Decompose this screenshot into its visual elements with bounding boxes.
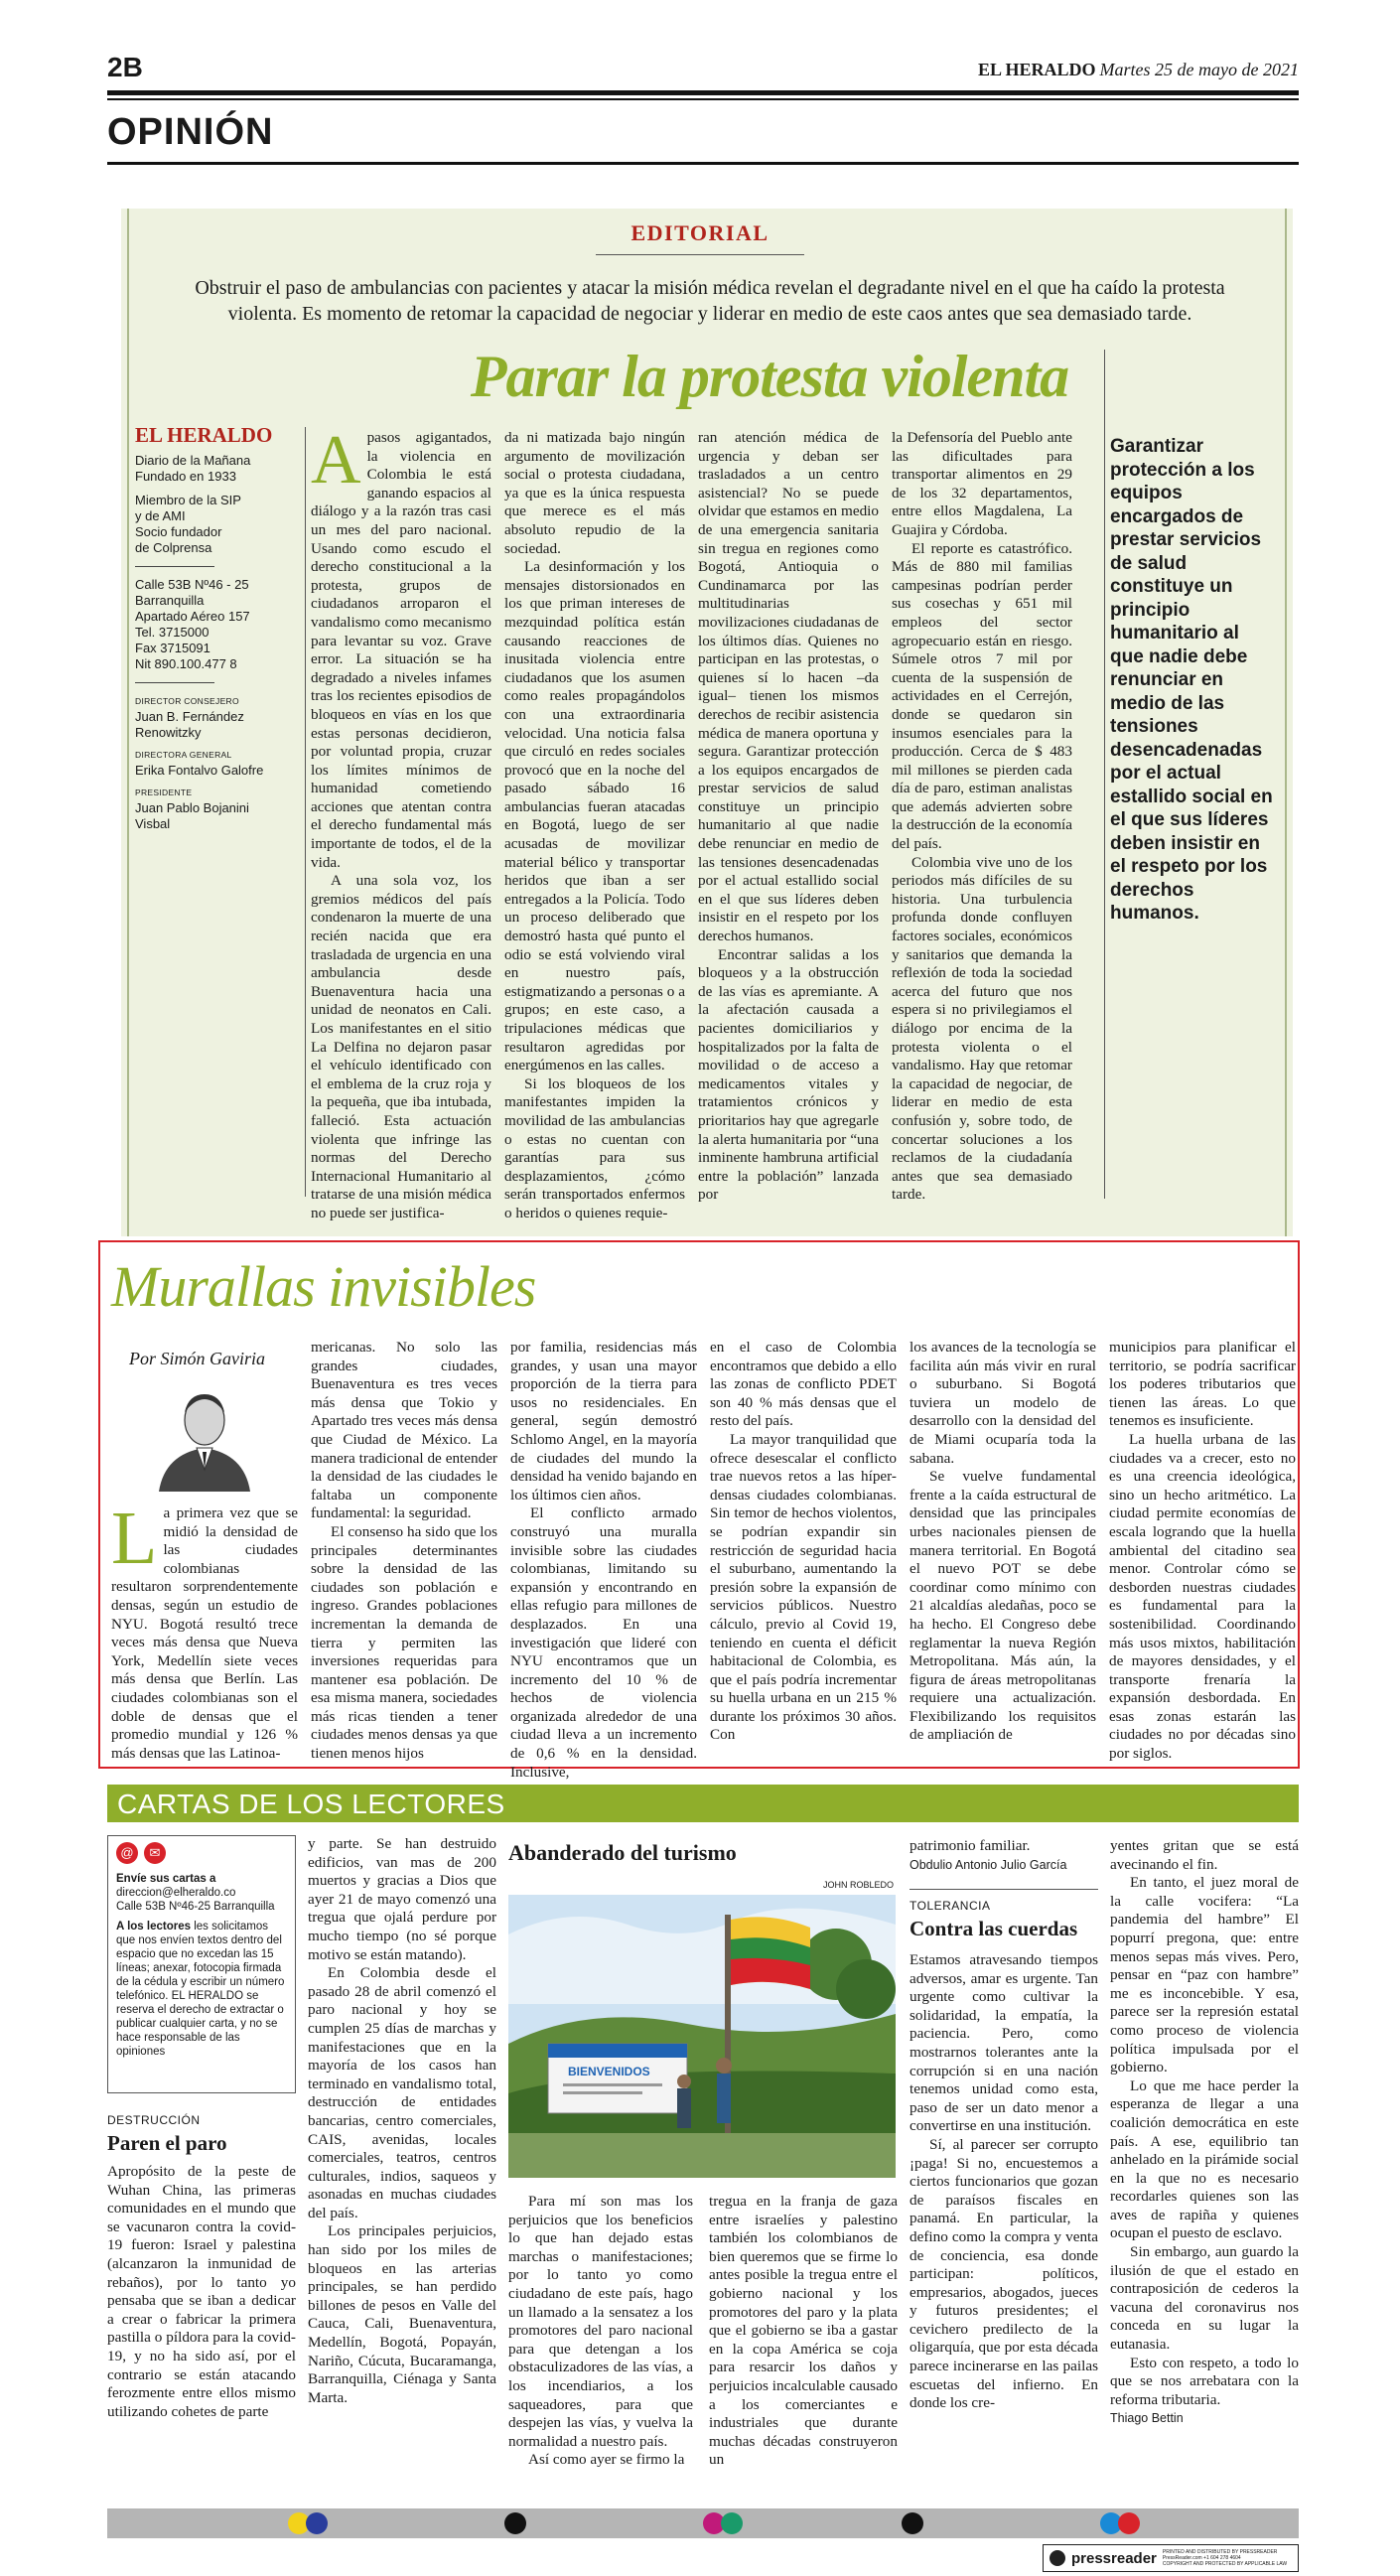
column-paragraph: por familia, residencias más grandes, y usan una mayor proporción de la tierra para usos no residenciales. En general, según demostró Schlomo Angel, en la mayoría de ciudades del mundo la densidad ha venido bajando en los últimos cien años.: [510, 1339, 697, 1503]
section-title: OPINIÓN: [107, 111, 274, 153]
editorial-headline: Parar la protesta violenta: [470, 344, 1069, 409]
registration-dot: [1118, 2512, 1140, 2534]
letter-paragraph: Los principales perjuicios, han sido por los miles de bloqueos en las arterias principales, se han perdido billones de pesos en Valle del Cauca, Cali, Buenaventura, Medellín, Bogotá, Popayán, Nariño, Cúcuta, Bucaramanga, Barranquilla, Ciénaga y Santa Marta.: [308, 2222, 496, 2406]
staff-line: Diario de la Mañana: [135, 453, 251, 468]
letter-paragraph: Para mí son mas los perjuicios que los beneficios lo que han dejado estas marchas o manifestaciones; por lo tanto yo como ciudadano de este país, hago un llamado a la sensatez a los promotores del paro nacional para que detengan a los obstaculizadores de las vías, a los incendiarios, a los saqueadores, para que despejen las vías, y vuelva la normalidad a nuestro país.: [508, 2193, 693, 2450]
column-paragraph: La huella urbana de las ciudades va a crecer, esto no es una creencia ideológica, sino un hecho aritmético. La ciudad permite economías de escala logrando que la huella ambiental del citadino sea menor. Controlar cómo se desborden nuestras ciudades es fundamental para la sostenibilidad. Coordinando más usos mixtos, habilitación de mayores densidades, y el transporte frenaría la expansión desbordada. En esas zonas estarán las ciudades no por décadas sino por siglos.: [1109, 1430, 1296, 1763]
editorial-col-4: [892, 429, 1072, 1204]
letters-info-box: [107, 1835, 296, 2093]
staff-line: de Colprensa: [135, 540, 212, 555]
pressreader-small-line: COPYRIGHT AND PROTECTED BY APPLICABLE LAW: [1162, 2561, 1288, 2567]
column-paragraph: municipios para planificar el territorio, se podría sacrificar los poderes tributarios que tienen las áreas. Lo que tenemos es insuficiente.: [1109, 1339, 1296, 1430]
editorial-col-3: [698, 429, 879, 1204]
editorial-col-1: [311, 422, 491, 1221]
sign-text: BIENVENIDOS: [568, 2065, 650, 2078]
staff-column-rule: [305, 427, 306, 1197]
editorial-frame-left: [127, 209, 129, 1236]
column-paragraph: mericanas. No solo las grandes ciudades, Buenaventura es tres veces más densa que Tokio y Apartado tres veces más densa que Ciudad de México. La manera tradicional de entender la densidad de las ciudades le faltaba un componente fundamental: la seguridad.: [311, 1339, 497, 1522]
column-paragraph: El conflicto armado construyó una muralla invisible sobre las ciudades colombianas, limitando su expansión y encontrando en ellas refugio para millones de desplazados. En una investigación que lideré con NYU encontramos que un incremento del 10 % de hechos de violencia organizada alrededor de una ciudad lleva a un incremento de 0,6 % en la densidad. Inclusive,: [510, 1504, 697, 1781]
turismo-credit: JOHN ROBLEDO: [822, 1880, 894, 1890]
letters-bar-title: CARTAS DE LOS LECTORES: [117, 1789, 505, 1819]
staff-divider: [135, 682, 214, 683]
letter-paragraph: Lo que me hace perder la esperanza de llegar a una coalición democrática en este país. A ese, equilibrio tan anhelado en la pirámide social en la que no es necesario recordarles quienes son las aves de rapiña y quienes ocupan el puesto de esclavo.: [1110, 2076, 1299, 2242]
staff-president-label: PRESIDENTE: [135, 787, 193, 797]
contact-icons: [116, 1842, 287, 1864]
editorial-lead: Obstruir el paso de ambulancias con pacientes y atacar la misión médica revelan el degradante nivel en el que ha caído la protesta violenta. Es momento de retomar la capacidad de negociar y liderar en medio de este caos antes que sea demasiado tarde.: [195, 277, 1225, 325]
staff-line: Fundado en 1933: [135, 469, 236, 484]
staff-line: Socio fundador: [135, 524, 222, 539]
letter-paragraph: En Colombia desde el pasado 28 de abril comenzó el paro nacional y hoy se cumplen 25 días de marchas y manifestaciones que en la mayoría de los casos han terminado en vandalismo total, destrucción de entidades bancarias, centro comerciales, CAIS, avenidas, locales comerciales, teatros, centros culturales, indios, saqueos y asonadas en muchas ciudades del país.: [308, 1964, 496, 2221]
letter-signature: Thiago Bettin: [1110, 2411, 1184, 2426]
column-paragraph: El consenso ha sido que los principales determinantes sobre la densidad de las ciudades son población e ingreso. Grandes poblaciones incrementan la demanda de tierra y permiten las inversiones requeridas para mantener esa población. De esa misma manera, sociedades más ricas tienden a tener ciudades menos densas ya que tienen menos hijos: [311, 1522, 497, 1763]
column-paragraph: los avances de la tecnología se facilita aún más vivir en rural o suburbano. Si Bogotá tuviera un modelo de desarrollo con la densidad del de Miami ocuparía toda la sabana.: [910, 1339, 1096, 1467]
cuerdas-rule: [910, 1889, 1098, 1890]
column-col-6: [1109, 1339, 1296, 1766]
letters-info-email[interactable]: direccion@elheraldo.co: [116, 1887, 236, 1899]
column-col-2: [311, 1339, 497, 1766]
editorial-label-rule: [596, 254, 804, 255]
registration-dot: [721, 2512, 743, 2534]
editorial-paragraph: A una sola voz, los gremios médicos del país condenaron la muerte de una recién nacida que era trasladada de urgencia en una ambulancia desde Buenaventura hacia una unidad de neonatos en Cali. Los manifestantes en el sitio La Delfina no dejaron pasar el vehículo identificado con el emblema de la cruz roja y la pequeña, que iba intubada, falleció. Esta actuación violenta que infringe las normas del Derecho Internacional Humanitario al tratarse de una misión médica no puede ser justifica-: [311, 872, 491, 1221]
letter-signature: Obdulio Antonio Julio García: [910, 1857, 1067, 1872]
letter-paragraph: Apropósito de la peste de Wuhan China, las primeras comunidades en el mundo que se vacunaron contra la covid-19 fueron: Israel y palestina (alcanzaron la inmunidad de rebaños), por lo tanto yo pensaba que se iban a dedicar a crear o fabricar la primera pastilla o píldora para la covid-19, y no ha sido así, por el contrario se están atacando ferozmente entre ellos mismo utilizando cohetes de parte: [107, 2163, 296, 2420]
cuerdas-title: Contra las cuerdas: [910, 1917, 1078, 1940]
letters-info-note-text: les solicitamos que nos envíen textos dentro del espacio que no excedan las 15 líneas; anexar, fotocopia firmada de la cédula y escribir un número telefónico. EL HERALDO se reserva el derecho de extractar o publicar cualquier carta, y no se hace responsable de las opiniones: [116, 1921, 285, 2058]
column-byline: Por Simón Gaviria: [129, 1349, 265, 1368]
turismo-title: Abanderado del turismo: [508, 1840, 737, 1865]
column-paragraph: La mayor tranquilidad que ofrece desescalar el conflicto trae nuevos retos a las híper-densas ciudades colombianas. Sin temor de hechos violentos, se podrían expandir sin restricción de seguridad hacia el suburbano, aumentando la presión sobre la expansión de servicios públicos. Nuestro cálculo, previo al Covid 19, teniendo en cuenta el déficit habitacional de Colombia, es que el país podría incrementar su huella urbana en un 215 % durante los próximos 30 años. Con: [710, 1430, 897, 1744]
header-rule: [107, 90, 1299, 95]
staff-lines-3: [135, 577, 304, 672]
registration-dot: [306, 2512, 328, 2534]
pressreader-small-line: PressReader.com +1 604 278 4604: [1162, 2555, 1241, 2561]
cuerdas-col-1: [910, 1951, 1098, 2501]
paro-col-2: [308, 1835, 496, 2501]
at-icon: @: [116, 1842, 138, 1864]
editorial-paragraph: Encontrar salidas a los bloqueos y a la obstrucción de las vías es apremiante. A la afectación causada a pacientes domiciliarios y hospitalizados por la falta de movilidad o de acceso a medicamentos vitales y tratamientos crónicos y prioritarios hay que agregarle la alerta humanitaria por “una inminente hambruna artificial entre la población” lanzada por: [698, 945, 879, 1204]
staff-director-name: Juan B. Fernández: [135, 709, 244, 724]
paper-date-line: [978, 60, 1299, 80]
staff-divider: [135, 566, 214, 567]
editorial-paragraph: la Defensoría del Pueblo ante las dificultades para transportar alimentos en 29 de los 32 departamentos, entre ellos Magdalena, La Guajira y Córdoba.: [892, 429, 1072, 538]
pressreader-small-line: PRINTED AND DISTRIBUTED BY PRESSREADER: [1162, 2549, 1278, 2555]
flag-photo-icon: [508, 1895, 896, 2178]
letter-paragraph: tregua en la franja de gaza entre israelíes y palestino también los colombianos de bien queremos que se firme lo antes posible la tregua entre el gobierno nacional y los promotores del paro y la plata que el gobierno se iba a gastar en la copa América se coja para resarcir los daños y perjuicios incalculable causado a los comerciantes e industriales que durante muchas décadas construyeron un: [709, 2193, 898, 2469]
cuerdas-col-2: [1110, 1837, 1299, 2473]
letter-paragraph: Sin embargo, aun guardo la ilusión de que el estado en contraposición de cederos la vacuna del coronavirus nos conceda en su lugar la eutanasia.: [1110, 2243, 1299, 2354]
letters-info-note: [116, 1920, 287, 2059]
paro-col-1: [107, 2163, 296, 2501]
column-col-3: [510, 1339, 697, 1781]
issue-date: Martes 25 de mayo de 2021: [1099, 60, 1299, 79]
staff-line: Calle 53B Nº46 - 25: [135, 577, 249, 592]
column-col-5: [910, 1339, 1096, 1766]
pressreader-small: [1163, 2549, 1287, 2567]
staff-gm-name: Erika Fontalvo Galofre: [135, 763, 264, 778]
letters-bar: [107, 1785, 1299, 1822]
column-col-1: [111, 1497, 298, 1765]
staff-director-name: Renowitzky: [135, 725, 202, 740]
pressreader-name: pressreader: [1071, 2549, 1157, 2567]
staff-line: y de AMI: [135, 508, 186, 523]
letter-paragraph: y parte. Se han destruido edificios, van mas de 200 muertos y gracias a Dios que ayer 21 de mayo comenzó una tregua que ojalá perdure por mucho tiempo (no sé porque motivo se están matando).: [308, 1835, 496, 1963]
staff-lines-1: [135, 453, 304, 485]
letters-info-address: Calle 53B Nº46-25 Barranquilla: [116, 1901, 275, 1913]
staff-president-name: Juan Pablo Bojanini: [135, 800, 249, 815]
column-paragraph: a primera vez que se midió la densidad de las ciudades colombianas resultaron sorprendentemente densas, según un estudio de NYU. Bogotá resultó trece veces más densa que Nueva York, Medellín siete veces más densa que Berlín. Las ciudades colombianas son el doble de densas que el promedio mundial y 126 % más densas que las Latinoa-: [111, 1504, 298, 1762]
cuerdas-top: [910, 1837, 1098, 1877]
editorial-paragraph: pasos agigantados, la violencia en Colombia le está ganando espacios al diálogo y a la razón tras casi un mes del paro nacional. Usando como escudo el derecho constitucional a la protesta, grupos de ciudadanos arroparon el vandalismo como mecanismo para levantar su voz. Grave error. La situación se ha degradado a niveles infames tras los recientes episodios de bloqueos en vías en los que estas personas decidieron, por voluntad propia, cruzar los límites mínimos de humanidad cometiendo acciones que atentan contra el derecho fundamental más importante de todos, el de la vida.: [311, 429, 491, 871]
letters-info-note-lead: A los lectores: [116, 1921, 191, 1932]
letter-paragraph: Estamos atravesando tiempos adversos, amar es urgente. Tan urgente como cultivar la solidaridad, la empatía, la paciencia. Pero, como mostrarnos tolerantes ante la corrupción si en una nación tenemos unidad como esta, paso de ser un dato menor a convertirse en una institución.: [910, 1951, 1098, 2135]
turismo-photo: [508, 1895, 896, 2178]
paro-col-3: [508, 2193, 693, 2501]
pressreader-logo-icon: [1050, 2550, 1065, 2566]
editorial-paragraph: da ni matizada bajo ningún argumento de movilización social o protesta ciudadana, ya que es la única respuesta que merece es el más absoluto repudio de la sociedad.: [504, 429, 685, 557]
author-photo: [149, 1382, 258, 1492]
paro-col-4: [709, 2193, 898, 2501]
editorial-paragraph: Si los bloqueos de los manifestantes impiden la movilidad de las ambulancias o estas no cuentan con garantías para sus desplazamientos, ¿cómo serán transportados enfermos o heridos o quienes requie-: [504, 1074, 685, 1221]
letter-paragraph: En tanto, el juez moral de la calle vocifera: “La pandemia del hambre” El popurrí pregona, que: entre menos sepas más vives. Pero, pensar en “paz con hambre” me es inconcebible. Y esa, parece ser la represión estatal como proceso de violencia política impulsada por el gobierno.: [1110, 1874, 1299, 2076]
pressreader-badge[interactable]: [1043, 2544, 1299, 2572]
editorial-paragraph: ran atención médica de urgencia y deban ser trasladados a un centro asistencial? No se puede olvidar que estamos en medio de una emergencia sanitaria sin tregua en regiones como Bogotá, Antioquia o Cundinamarca por las multitudinarias movilizaciones ciudadanas de los últimos días. Quienes no participan en las protestas, o quienes sí lo hacen –da igual– tienen los mismos derechos de recibir asistencia médica de manera oportuna y segura. Garantizar protección a los equipos encargados de prestar servicios de salud constituye un principio humanitario al que nadie debe renunciar en medio de las tensiones desencadenadas por el actual estallido social en el que sus líderes deben insistir en el respeto por los derechos humanos.: [698, 429, 879, 945]
staff-line: Apartado Aéreo 157: [135, 609, 250, 624]
letter-paragraph: Así como ayer se firmo la: [528, 2451, 685, 2469]
staff-line: Barranquilla: [135, 593, 205, 608]
column-dropcap: L: [111, 1497, 158, 1580]
editorial-frame-right: [1285, 209, 1287, 1236]
paro-title: Paren el paro: [107, 2131, 227, 2155]
staff-masthead: EL HERALDO: [135, 423, 273, 447]
editorial-paragraph: El reporte es catastrófico. Más de 880 mil familias campesinas podrían perder sus cosechas y 651 mil empleos del sector agropecuario están en riesgo. Súmele otros 7 mil por cuenta de la suspensión de actividades en el Cerrejón, donde se quedaron sin insumos esenciales para la producción. Cerca de $ 483 mil millones se pierden cada día de paro, estiman analistas que además advierten sobre la destrucción de la economía del país.: [892, 539, 1072, 853]
page-number: 2B: [107, 52, 143, 82]
staff-lines-2: [135, 493, 304, 556]
letter-paragraph: yentes gritan que se está avecinando el fin.: [1110, 1837, 1299, 1873]
column-col-4: [710, 1339, 897, 1766]
registration-bar: [107, 2508, 1299, 2538]
paper-name: EL HERALDO: [978, 60, 1096, 79]
staff-line: Fax 3715091: [135, 641, 210, 655]
editorial-pullquote: Garantizar protección a los equipos encargados de prestar servicios de salud constituye un principio humanitario al que nadie debe renunciar en medio de las tensiones desencadenadas por el actual estallido social en el que sus líderes deben insistir en el respeto por los derechos humanos.: [1110, 436, 1273, 924]
header-rule-thin: [107, 98, 1299, 100]
column-paragraph: Se vuelve fundamental frente a la caída estructural de densidad que las principales urbes nacionales piensen de manera territorial. En Bogotá el nuevo POT se debe coordinar como mínimo con 21 alcaldías aledañas, poco se ha hecho. El Congreso debe reglamentar la nueva Región Metropolitana. Más aún, la figura de áreas metropolitanas requiere una actualización. Flexibilizando los requisitos de ampliación de: [910, 1468, 1096, 1744]
paro-kicker: DESTRUCCIÓN: [107, 2113, 201, 2127]
section-rule: [107, 162, 1299, 165]
staff-director-label: DIRECTOR CONSEJERO: [135, 696, 239, 706]
editorial-label: EDITORIAL: [630, 220, 770, 245]
editorial-col-2: [504, 429, 685, 1221]
column-headline: Murallas invisibles: [111, 1254, 536, 1319]
staff-box: [135, 423, 304, 832]
staff-gm-label: DIRECTORA GENERAL: [135, 750, 232, 760]
letter-paragraph: Sí, al parecer ser corrupto ¡paga! Si no, encuestemos a ciertos funcionarios que gozan de paraísos fiscales en panamá. En particular, la defino como la compra y venta de conciencia, esa donde participan: políticos, empresarios, abogados, jueces y futuros presidentes; el cevichero predilecto de la oligarquía, que por esta década parece incinerarse en las pailas escuetas del infierno. En donde los cre-: [910, 2135, 1098, 2412]
registration-dot: [902, 2512, 923, 2534]
editorial-dropcap: A: [311, 422, 361, 499]
letter-paragraph: patrimonio familiar.: [910, 1837, 1031, 1854]
pullquote-rule: [1104, 350, 1105, 1199]
staff-line: Nit 890.100.477 8: [135, 656, 237, 671]
letters-info-title: Envíe sus cartas a: [116, 1873, 216, 1885]
column-paragraph: en el caso de Colombia encontramos que debido a ello las zonas de conflicto PDET son 40 % más densas que el resto del país.: [710, 1339, 897, 1430]
editorial-paragraph: Colombia vive uno de los periodos más difíciles de su historia. Una turbulencia profunda donde confluyen factores sociales, económicos y sanitarios que demanda la reflexión de toda la sociedad acerca del futuro que nos espera si no privilegiamos el diálogo por encima de la protesta violenta o el vandalismo. Hay que retomar la capacidad de negociar, de liderar en medio de esta confusión y, sobre todo, de concertar soluciones a los reclamos de la ciudadanía antes que sea demasiado tarde.: [892, 853, 1072, 1204]
letter-paragraph: Esto con respeto, a todo lo que se nos arrebatara con la reforma tributaria.: [1110, 2354, 1299, 2408]
staff-line: Miembro de la SIP: [135, 493, 241, 507]
registration-dot: [504, 2512, 526, 2534]
staff-line: Tel. 3715000: [135, 625, 210, 640]
cuerdas-kicker: TOLERANCIA: [910, 1899, 991, 1913]
author-portrait-icon: [149, 1382, 258, 1492]
editorial-paragraph: La desinformación y los mensajes distorsionados en los que priman intereses de mezquindad política están causando reacciones de inusitada violencia entre ciudadanos que los asumen como reales propagándolos con una extraordinaria velocidad. Una noticia falsa que circuló en redes sociales provocó que en la noche del pasado sábado 16 ambulancias fueran atacadas en Bogotá, luego de ser acusadas de movilizar material bélico y transportar heridos que iban a ser entregados a la Policía. Todo un proceso deliberado que demostró hasta qué punto el odio se está volviendo viral en nuestro país, estigmatizando a personas o a grupos; en este caso, a tripulaciones médicas que resultaron agredidas por energúmenos en las calles.: [504, 558, 685, 1074]
staff-president-name: Visbal: [135, 816, 171, 831]
envelope-icon: ✉: [144, 1842, 166, 1864]
